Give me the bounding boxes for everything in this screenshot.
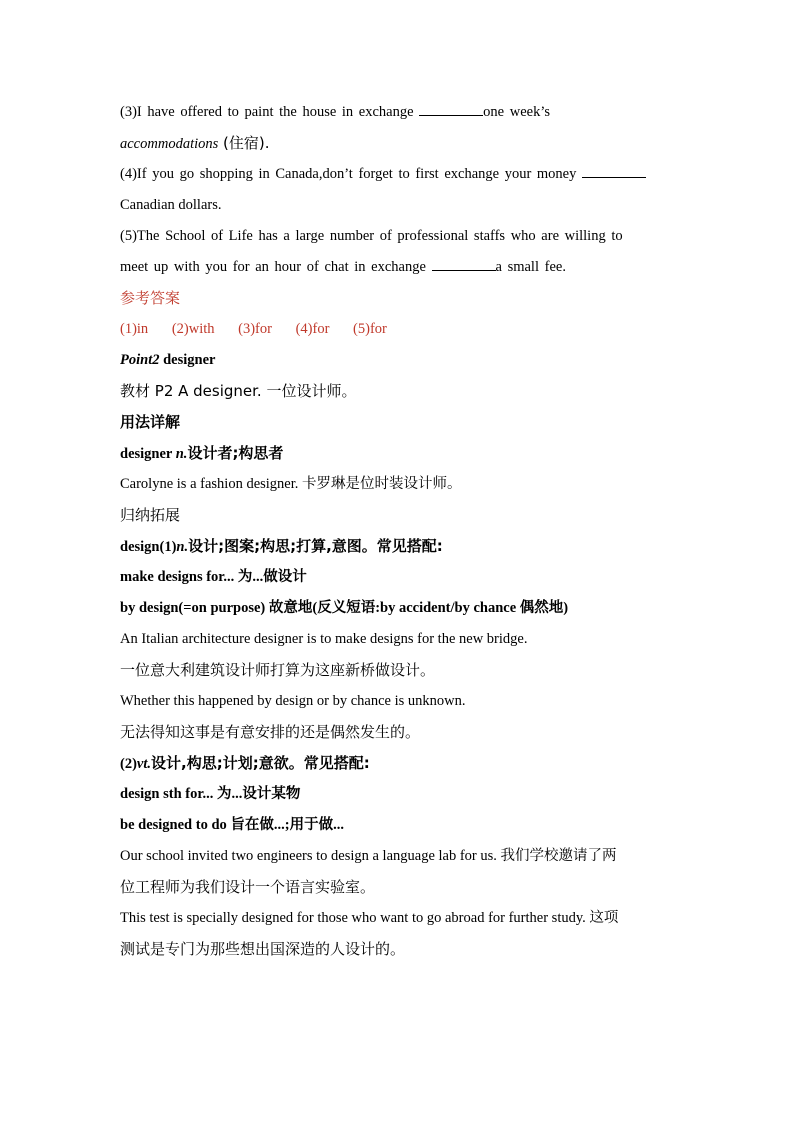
point-label: Point2 xyxy=(120,352,160,368)
headword: (2) xyxy=(120,756,137,772)
answer-blank xyxy=(582,165,646,178)
exercise-q5-line1 xyxy=(120,221,670,252)
headword: designer xyxy=(120,446,176,462)
text: (5)The School of Life has a large number of professional staffs who are willing to xyxy=(120,228,623,244)
exercise-q4-line1 xyxy=(120,159,670,190)
text: one week’s xyxy=(483,104,550,120)
meaning: 设计者;构思者 xyxy=(187,444,284,462)
answer-item: (3)for xyxy=(238,321,272,337)
italic-word: accommodations xyxy=(120,136,219,152)
text: (住宿). xyxy=(218,134,270,152)
design-noun-definition xyxy=(120,531,670,562)
text: a small fee. xyxy=(495,259,566,275)
exercise-q3-line2 xyxy=(120,128,670,159)
extension-heading: 归纳拓展 xyxy=(120,506,181,524)
phrase-design-sth-for: design sth for... 为...设计某物 xyxy=(120,786,301,802)
design-verb-definition xyxy=(120,748,670,779)
text: (4)If you go shopping in Canada,don’t forget to first exchange your money xyxy=(120,166,582,182)
example-sentence-1: Carolyne is a fashion designer. 卡罗琳是位时装设计师。 xyxy=(120,476,462,492)
document-page xyxy=(120,97,670,965)
part-of-speech: n. xyxy=(176,539,189,555)
answer-key-list xyxy=(120,314,670,345)
text: meet up with you for an hour of chat in exchange xyxy=(120,259,432,275)
answer-blank xyxy=(419,103,483,116)
exercise-q3-line1 xyxy=(120,97,670,128)
exercise-q4-line2 xyxy=(120,190,670,221)
answer-item: (5)for xyxy=(353,321,387,337)
text: Canadian dollars. xyxy=(120,197,222,213)
text: (3)I have offered to paint the house in exchange xyxy=(120,104,420,120)
example-sentence-4-line1: Our school invited two engineers to design a language lab for us. 我们学校邀请了两 xyxy=(120,848,617,864)
example-sentence-5-line2: 测试是专门为那些想出国深造的人设计的。 xyxy=(120,940,406,958)
example-sentence-4-line2: 位工程师为我们设计一个语言实验室。 xyxy=(120,878,376,896)
headword: design(1) xyxy=(120,539,177,555)
example-sentence-2-en: An Italian architecture designer is to make designs for the new bridge. xyxy=(120,631,528,647)
meaning: 设计;图案;构思;打算,意图。常见搭配: xyxy=(188,537,443,555)
part-of-speech: n. xyxy=(175,446,188,462)
part-of-speech: vt. xyxy=(136,756,152,772)
point-title: designer xyxy=(159,352,216,368)
answer-item: (2)with xyxy=(171,321,215,337)
meaning: 设计,构思;计划;意欲。常见搭配: xyxy=(151,754,370,772)
example-sentence-5-line1: This test is specially designed for those who want to go abroad for further study. 这项 xyxy=(120,910,619,926)
example-sentence-2-zh: 一位意大利建筑设计师打算为这座新桥做设计。 xyxy=(120,661,436,679)
usage-heading: 用法详解 xyxy=(120,413,181,431)
designer-definition xyxy=(120,438,670,469)
answer-blank xyxy=(432,258,496,271)
phrase-be-designed-to-do: be designed to do 旨在做...;用于做... xyxy=(120,817,344,833)
answer-item: (4)for xyxy=(295,321,330,337)
example-sentence-3-zh: 无法得知这事是有意安排的还是偶然发生的。 xyxy=(120,723,421,741)
phrase-by-design: by design(=on purpose) 故意地(反义短语:by accident/by chance 偶然地) xyxy=(120,600,569,616)
point2-heading xyxy=(120,345,670,376)
exercise-q5-line2 xyxy=(120,252,670,283)
phrase-make-designs-for: make designs for... 为...做设计 xyxy=(120,569,307,585)
answer-item: (1)in xyxy=(120,321,149,337)
example-sentence-3-en: Whether this happened by design or by chance is unknown. xyxy=(120,693,466,709)
textbook-reference: 教材 P2 A designer. 一位设计师。 xyxy=(120,382,357,400)
answer-key-heading: 参考答案 xyxy=(120,289,181,307)
